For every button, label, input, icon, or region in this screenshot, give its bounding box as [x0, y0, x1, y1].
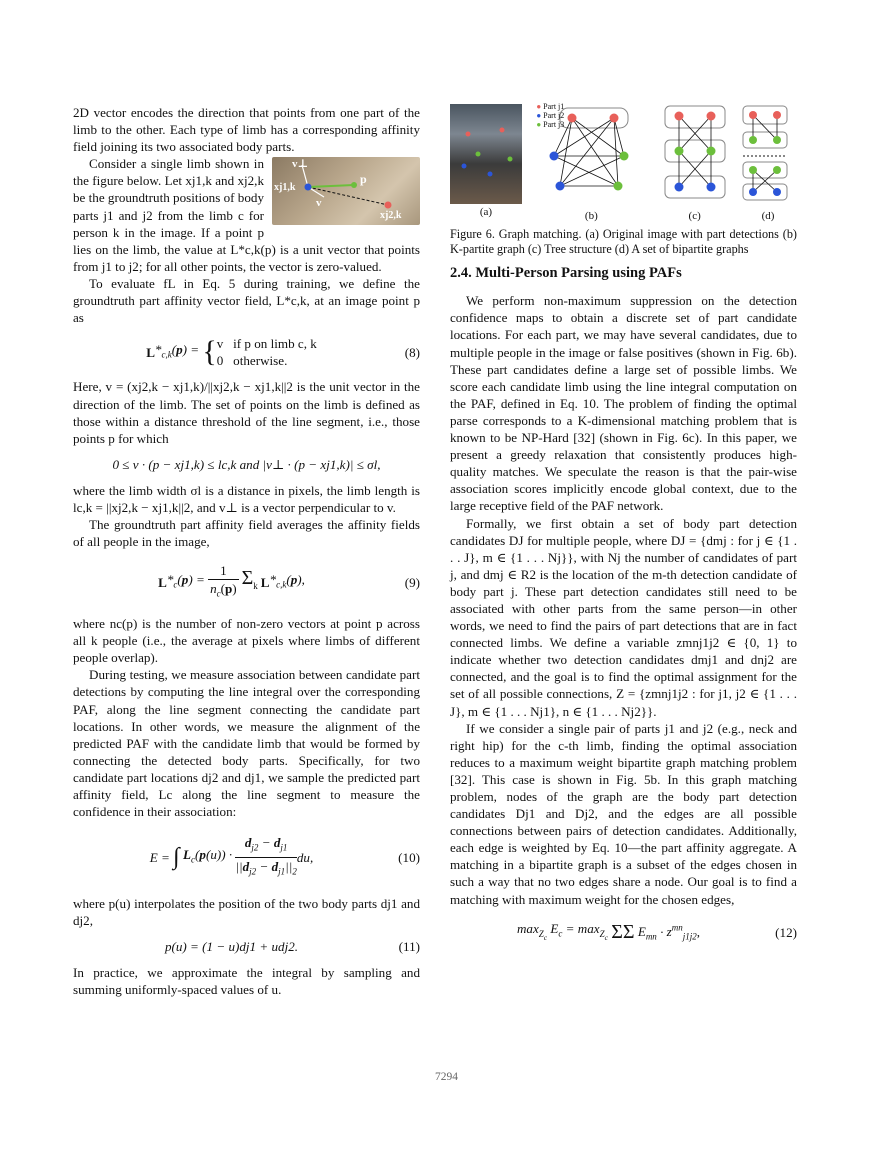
- panel-a: [450, 104, 522, 225]
- limb-figure: [272, 157, 420, 225]
- right-column: [450, 104, 797, 958]
- paragraph: In practice, we approximate the integral by sampling and summing uniformly-spaced values of u.: [73, 964, 420, 997]
- original-image: [450, 104, 522, 204]
- paragraph: Consider a single limb shown in the figure below. Let xj1,k and xj2,k be the groundtruth positions of body parts j1 and j2 from the limb c for person k in the image. If a point p lies on the limb, the value at L*c,k(p) is a unit vector that points from j1 to j2; for all other points, the vector is zero-valued.: [73, 156, 420, 274]
- paragraph: where the limb width σl is a distance in pixels, the limb length is lc,k = ||xj2,k − xj1,k||2, and v⊥ is a vector perpendicular to v.: [73, 482, 420, 515]
- equation-10: E = ∫ $L_c(p(u))$ · $d_{j2} - d_{j1}$ $||d_{j2} - d_{j1}||_2$ du, (10): [73, 834, 420, 880]
- figure-6: [450, 104, 797, 257]
- sublabel-a: (a): [479, 206, 493, 218]
- bipartite-graphs: [739, 104, 797, 204]
- left-column: [73, 104, 420, 998]
- sublabel-b: (b): [584, 210, 598, 223]
- panel-c: [661, 104, 729, 225]
- equation-number: (10): [398, 849, 420, 865]
- section-heading: 2.4. Multi-Person Parsing using PAFs: [450, 265, 682, 282]
- panel-d: [739, 104, 797, 225]
- page-number: 7294: [435, 1071, 458, 1083]
- tree-structure: [661, 104, 729, 204]
- paragraph: To evaluate fL in Eq. 5 during training, we define the groundtruth part affinity vector field, L*c,k, at an image point p as: [73, 275, 420, 326]
- eq11-text: p(u) = (1 − u)dj1 + udj2.: [164, 938, 299, 954]
- panel-b: ● Part j1 ● Part j2 ● Part j3 (b): [532, 104, 650, 225]
- limb-label-vperp: v⊥: [292, 158, 309, 171]
- equation-number: (12): [775, 925, 797, 941]
- figure-6-caption: Figure 6. Graph matching. (a) Original image with part detections (b) K-partite graph (c) Tree structure (d) A set of bipartite graphs: [450, 227, 797, 257]
- equation-9: L $*_c(p)$ = $\frac{1}{n_c(p)}$ $\Sigma_k$ L $*_{c,k}(p)$, (9): [73, 562, 420, 603]
- paragraph: The groundtruth part affinity field averages the affinity fields of all people in the image,: [73, 517, 420, 550]
- eq8-case1: v if p on limb c, k: [216, 336, 317, 352]
- paragraph: 2D vector encodes the direction that points from one part of the limb to the other. Each type of limb has a corresponding affinity field joining its two associated body parts.: [73, 105, 420, 155]
- equation-distance: [73, 456, 420, 473]
- paragraph: where nc(p) is the number of non-zero vectors at point p across all k people (i.e., the average at pixels where limbs of different people overlap).: [73, 616, 420, 666]
- legend-part-j1: Part j1: [543, 102, 565, 111]
- equation-number: (9): [404, 575, 420, 591]
- limb-paragraph: [73, 155, 420, 275]
- paragraph: During testing, we measure association between candidate part detections by computing the line integral over the corresponding PAF, along the line segment connecting the candidate part locations. In other words, we measure the alignment of the predicted PAF with the candidate limb that would be formed by connecting the detected body parts. Specifically, for two candidate part locations dj2 and dj1, we sample the predicted part affinity field, Lc along the line segment to measure the confidence in their association:: [73, 667, 420, 820]
- paragraph: where p(u) interpolates the position of the two body parts dj1 and dj2,: [73, 895, 420, 928]
- paragraph: If we consider a single pair of parts j1 and j2 (e.g., neck and right hip) for the c-th limb, finding the optimal association reduces to a maximum weight bipartite graph matching problem [32]. This case is shown in Fig. 5b. In this graph matching problem, nodes of the graph are the body part detection candidates Dj1 and Dj2, and the edges are all possible connections between pairs of detection candidates. Additionally, each edge is weighted by Eq. 10—the part affinity aggregate. A matching in a bipartite graph is a subset of the edges chosen in such a way that no two edges share a node. Our goal is to find a matching with maximum weight for the chosen edges,: [450, 720, 797, 907]
- limb-label-xj1: xj1,k: [274, 182, 296, 194]
- figure-6-panels: [450, 104, 797, 225]
- paragraph: Here, v = (xj2,k − xj1,k)/||xj2,k − xj1,k||2 is the unit vector in the direction of the limb. The set of points on the limb is defined as those within a distance threshold of the line segment, i.e., those points p for which: [73, 379, 420, 446]
- sublabel-c: (c): [688, 210, 701, 223]
- equation-8: L $*_{c,k}(p)$ = { v if p on limb c, k 0 otherwise. (8): [146, 335, 420, 369]
- paragraph: We perform non-maximum suppression on the detection confidence maps to obtain a discrete set of part candidate locations. For each part, we may have several candidates, due to multiple people in the image or false positives (shown in Fig. 6b). These part candidates define a large set of possible limbs. We score each candidate limb using the line integral computation on the PAF, defined in Eq. 10. The problem of finding the optimal parse corresponds to a K-dimensional matching problem that is known to be NP-Hard [32] (shown in Fig. 6c). In this paper, we present a greedy relaxation that consistently produces high-quality matches. We speculate the reason is that the pair-wise association scores implicitly encode global context, due to the large receptive field of the PAF network.: [450, 293, 797, 514]
- equation-12: $\max_{Z_c} E_c = \max_{Z_c}$ Σ Σ $E_{mn} \cdot z^{mn}_{j1j2}$, (12): [516, 920, 797, 944]
- limb-label-xj2: xj2,k: [380, 210, 402, 222]
- legend-part-j2: Part j2: [543, 111, 565, 120]
- limb-label-p: p: [360, 172, 367, 187]
- paragraph: Formally, we first obtain a set of body part detection candidates DJ for multiple people, where DJ = {dmj : for j ∈ {1 . . . J}, m ∈ {1 . . . Nj}}, with Nj the number of candidates of part j, and dmj ∈ R2 is the location of the m-th detection candidate of body part j. These part detection candidates still need to be associated with other parts from the same person—in other words, we need to find the pairs of part detections that are in fact connected limbs. We define a variable zmnj1j2 ∈ {0, 1} to indicate whether two detection candidates dmj1 and dnj2 are connected, and the goal is to find the optimal assignment for the set of all possible connections, Z = {zmnj1j2 : for j1, j2 ∈ {1 . . . J}, m ∈ {1 . . . Nj1}, n ∈ {1 . . . Nj2}}.: [450, 515, 797, 719]
- equation-11: [73, 938, 420, 955]
- legend-part-j3: Part j3: [543, 120, 565, 129]
- eq-distance-text: 0 ≤ v · (p − xj1,k) ≤ lc,k and |v⊥ · (p − xj1,k)| ≤ σl,: [112, 456, 381, 472]
- equation-number: (8): [404, 344, 420, 360]
- sublabel-d: (d): [761, 210, 775, 223]
- eq8-case2: 0 otherwise.: [216, 353, 288, 369]
- limb-label-v: v: [316, 197, 322, 210]
- equation-number: (11): [398, 938, 420, 954]
